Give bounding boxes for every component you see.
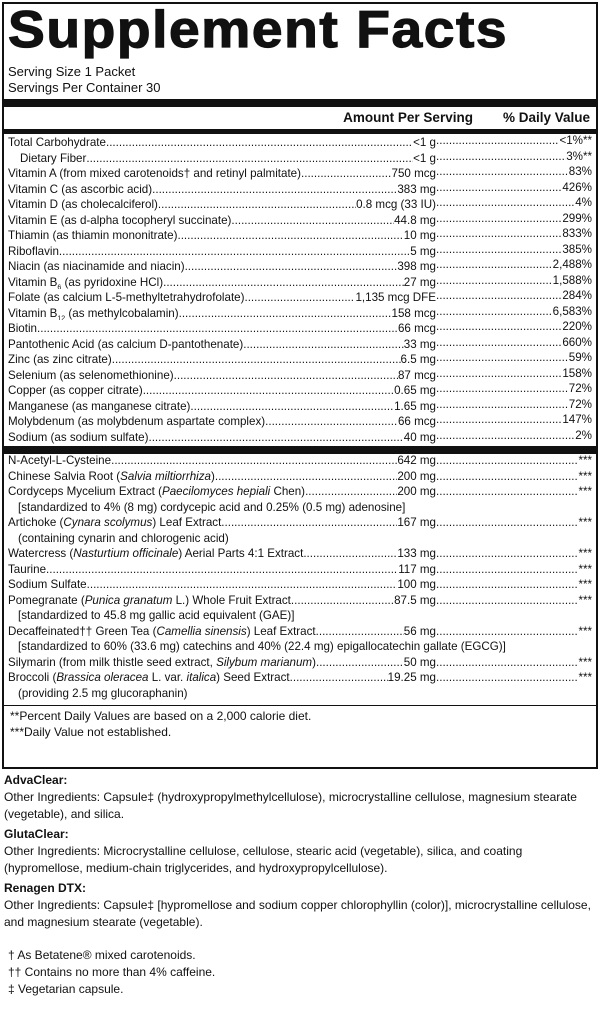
ingredient-row [8, 485, 592, 516]
leader-dots [87, 578, 398, 594]
ingredient-name: Watercress (Nasturtium officinale) Aerial Parts 4:1 Extract [8, 547, 304, 560]
nutrient-row [8, 398, 592, 414]
leader-dots [185, 260, 398, 273]
ingredient-row [8, 594, 592, 625]
leader-dots [436, 165, 569, 181]
symbol-note: † As Betatene® mixed carotenoids. [8, 948, 196, 962]
nutrient-dv: 147% [562, 413, 592, 426]
nutrient-row [8, 258, 592, 274]
divider-thick [4, 99, 596, 107]
ingredient-dv: *** [578, 469, 592, 483]
nutrient-row [8, 134, 592, 150]
nutrient-amount: 1.65 mg [394, 399, 436, 413]
nutrient-amount: 158 mcg [391, 306, 436, 320]
ingredient-name: Broccoli (Brassica oleracea L. var. italica) Seed Extract [8, 671, 290, 684]
servings-per-container: Servings Per Container 30 [8, 80, 161, 95]
nutrient-dv: 284% [562, 289, 592, 302]
nutrient-dv: 385% [562, 242, 592, 256]
nutrient-row [8, 227, 592, 243]
leader-dots [436, 516, 578, 532]
ingredient-name: Taurine [8, 562, 47, 576]
leader-dots [163, 276, 404, 289]
ingredient-amount: 19.25 mg [387, 671, 436, 684]
leader-dots [316, 656, 404, 672]
nutrient-name: Niacin (as niacinamide and niacin) [8, 260, 185, 274]
amount-header: Amount Per Serving [343, 110, 473, 126]
product-name: GlutaClear: [4, 827, 69, 841]
leader-dots [436, 382, 569, 398]
nutrient-dv: 4% [575, 196, 592, 209]
leader-dots [436, 289, 562, 305]
nutrient-amount: 0.8 mcg (33 IU) [356, 198, 436, 212]
ingredient-name: N-Acetyl-L-Cysteine [8, 454, 112, 467]
ingredient-amount: 56 mg [403, 624, 436, 638]
leader-dots [436, 470, 578, 486]
nutrient-name: Sodium (as sodium sulfate) [8, 430, 149, 444]
leader-dots [190, 400, 394, 413]
leader-dots [436, 150, 566, 166]
leader-dots [436, 351, 569, 367]
nutrient-amount: <1 g [413, 136, 436, 150]
nutrient-amount: 398 mg [397, 260, 436, 274]
symbol-note: ‡ Vegetarian capsule. [8, 982, 124, 996]
ingredient-amount: 133 mg [397, 547, 436, 560]
supplement-facts-panel [2, 2, 598, 769]
leader-dots [305, 485, 397, 501]
nutrient-row [8, 320, 592, 336]
nutrient-name: Vitamin E (as d-alpha tocopheryl succinate) [8, 213, 232, 227]
nutrient-amount: 66 mcg [397, 322, 436, 336]
panel-title: Supplement Facts [8, 1, 509, 59]
nutrient-dv: 2% [575, 428, 592, 442]
ingredient-dv: *** [578, 578, 592, 591]
leader-dots [436, 212, 562, 228]
ingredient-amount: 200 mg [397, 469, 436, 483]
nutrient-amount: 87 mcg [397, 368, 436, 382]
nutrient-name: Riboflavin [8, 244, 59, 258]
leader-dots [436, 196, 575, 212]
ingredient-name: Sodium Sulfate [8, 578, 87, 591]
ingredient-row [8, 578, 592, 594]
leader-dots [86, 152, 413, 165]
leader-dots [59, 245, 410, 258]
leader-dots [37, 322, 398, 335]
ingredient-name: Decaffeinated†† Green Tea (Camellia sinensis) Leaf Extract [8, 624, 316, 638]
nutrient-name: Selenium (as selenomethionine) [8, 368, 174, 382]
nutrient-name: Total Carbohydrate [8, 136, 106, 150]
footnote-not-established: ***Daily Value not established. [10, 725, 172, 739]
leader-dots [436, 429, 575, 445]
leader-dots [301, 167, 392, 180]
nutrient-name: Pantothenic Acid (as calcium D-pantothenate) [8, 337, 244, 351]
daily-value-header: % Daily Value [502, 110, 590, 126]
leader-dots [436, 134, 559, 150]
leader-dots [112, 353, 401, 366]
ingredient-name: Artichoke (Cynara scolymus) Leaf Extract [8, 516, 222, 529]
leader-dots [436, 656, 578, 672]
nutrient-row [8, 351, 592, 367]
footnotes [8, 706, 592, 740]
product-other-ingredients: Other Ingredients: Capsule‡ [hypromellose and sodium copper chlorophyllin (color)], microcrystalline cellulose, and magnesium stearate (vegetable). [4, 898, 591, 929]
nutrient-name: Molybdenum (as molybdenum aspartate complex) [8, 415, 266, 429]
product-block [4, 772, 598, 823]
ingredient-name: Chinese Salvia Root (Salvia miltiorrhiza) [8, 469, 215, 483]
product-ingredients [4, 772, 598, 998]
leader-dots [436, 485, 578, 501]
leader-dots [436, 398, 569, 414]
leader-dots [436, 578, 578, 594]
nutrient-dv: 660% [562, 335, 592, 349]
nutrient-dv: 299% [562, 211, 592, 225]
nutrient-amount: 44.8 mg [394, 213, 436, 227]
nutrient-row [8, 336, 592, 352]
leader-dots [215, 470, 397, 486]
leader-dots [148, 431, 403, 444]
leader-dots [436, 367, 562, 383]
leader-dots [231, 214, 394, 227]
leader-dots [221, 516, 397, 532]
nutrient-name: Vitamin $B_6$ (as pyridoxine HCl) [8, 275, 164, 289]
ingredient-amount: 642 mg [397, 454, 436, 467]
nutrient-amount: <1 g [413, 151, 436, 165]
product-block [4, 826, 598, 877]
leader-dots [436, 625, 578, 641]
ingredient-row [8, 656, 592, 672]
ingredient-dv: *** [578, 485, 592, 498]
product-other-ingredients: Other Ingredients: Capsule‡ (hydroxypropylmethylcellulose), microcrystalline cellulose, magnesium stearate (vegetable), and silica. [4, 790, 577, 821]
nutrient-row [8, 289, 592, 305]
nutrient-amount: 750 mcg [391, 167, 436, 181]
leader-dots [436, 243, 562, 259]
leader-dots [436, 258, 553, 274]
ingredient-name: Silymarin (from milk thistle seed extract, Silybum marianum) [8, 655, 316, 669]
leader-dots [143, 384, 394, 397]
ingredient-amount: 50 mg [403, 655, 436, 669]
nutrient-amount: 383 mg [397, 182, 436, 196]
nutrient-name: Vitamin $B_{12}$ (as methylcobalamin) [8, 306, 179, 320]
symbol-notes [4, 947, 598, 998]
ingredient-row [8, 470, 592, 486]
nutrient-dv: 1,588% [552, 273, 592, 287]
ingredient-amount: 87.5 mg [394, 593, 436, 607]
leader-dots [436, 413, 562, 429]
leader-dots [316, 625, 404, 641]
nutrient-row [8, 274, 592, 290]
leader-dots [436, 181, 562, 197]
column-header [8, 107, 592, 129]
ingredient-row [8, 547, 592, 563]
nutrient-dv: 72% [568, 397, 592, 411]
product-name: AdvaClear: [4, 773, 68, 787]
ingredient-dv: *** [578, 454, 592, 467]
nutrient-dv: 3%** [566, 149, 592, 163]
other-ingredients-list [8, 454, 592, 702]
nutrient-name: Biotin [8, 322, 38, 336]
leader-dots [436, 594, 578, 610]
nutrient-dv: 59% [568, 351, 592, 364]
ingredient-detail: [standardized to 60% (33.6 mg) catechins and 40% (22.4 mg) epigallocatechin gallate (EGCG)] [18, 640, 506, 653]
leader-dots [174, 369, 398, 382]
nutrient-row [8, 429, 592, 445]
ingredient-row [8, 625, 592, 656]
product-name: Renagen DTX: [4, 881, 87, 895]
ingredient-dv: *** [578, 562, 592, 576]
nutrient-row [8, 305, 592, 321]
ingredient-dv: *** [578, 516, 592, 529]
ingredient-dv: *** [578, 655, 592, 669]
nutrient-amount: 27 mg [403, 275, 436, 289]
leader-dots [436, 320, 562, 336]
ingredient-detail: (providing 2.5 mg glucoraphanin) [18, 686, 188, 700]
nutrient-dv: 426% [562, 180, 592, 194]
leader-dots [436, 547, 578, 563]
leader-dots [436, 336, 562, 352]
nutrient-name: Manganese (as manganese citrate) [8, 399, 191, 413]
ingredient-dv: *** [578, 624, 592, 638]
product-other-ingredients: Other Ingredients: Microcrystalline cellulose, cellulose, stearic acid (vegetable), silica, and coating (hypromellose, medium-chain triglycerides, and hydroxypropylcellulose). [4, 844, 523, 875]
nutrient-dv: 2,488% [552, 258, 592, 271]
ingredient-detail: (containing cynarin and chlorogenic acid) [18, 531, 229, 545]
nutrient-list [8, 134, 592, 444]
nutrient-name: Vitamin D (as cholecalciferol) [8, 198, 158, 212]
ingredient-dv: *** [578, 547, 592, 560]
symbol-note: †† Contains no more than 4% caffeine. [8, 965, 216, 979]
ingredient-row [8, 516, 592, 547]
nutrient-name: Thiamin (as thiamin mononitrate) [8, 229, 178, 243]
leader-dots [158, 198, 356, 211]
leader-dots [244, 291, 355, 304]
nutrient-row [8, 212, 592, 228]
nutrient-row [8, 243, 592, 259]
ingredient-amount: 100 mg [397, 578, 436, 591]
ingredient-amount: 117 mg [398, 562, 436, 576]
leader-dots [436, 671, 578, 687]
nutrient-name: Folate (as calcium L-5-methyltetrahydrofolate) [8, 291, 245, 305]
ingredient-dv: *** [578, 593, 592, 607]
nutrient-amount: 33 mg [403, 337, 436, 351]
leader-dots [436, 454, 578, 470]
leader-dots [291, 594, 394, 610]
nutrient-dv: 158% [562, 366, 592, 380]
nutrient-name: Vitamin C (as ascorbic acid) [8, 182, 153, 196]
nutrient-amount: 40 mg [403, 430, 436, 444]
product-block [4, 880, 598, 931]
nutrient-amount: 0.65 mg [394, 384, 436, 398]
leader-dots [111, 454, 397, 470]
ingredient-row [8, 454, 592, 470]
nutrient-row [8, 196, 592, 212]
footnote-dv: **Percent Daily Values are based on a 2,000 calorie diet. [10, 709, 312, 723]
ingredient-detail: [standardized to 4% (8 mg) cordycepic acid and 0.25% (0.5 mg) adenosine] [18, 500, 406, 514]
nutrient-row [8, 165, 592, 181]
nutrient-row [8, 413, 592, 429]
nutrient-row [8, 150, 592, 166]
ingredient-row [8, 671, 592, 702]
nutrient-name: Zinc (as zinc citrate) [8, 353, 112, 367]
nutrient-dv: <1%** [559, 134, 592, 147]
leader-dots [303, 547, 397, 563]
nutrient-dv: 833% [562, 227, 592, 240]
divider-thick [4, 446, 596, 454]
leader-dots [152, 183, 397, 196]
ingredient-row [8, 563, 592, 579]
nutrient-dv: 6,583% [552, 304, 592, 318]
leader-dots [177, 229, 403, 242]
nutrient-name: Vitamin A (from mixed carotenoids† and retinyl palmitate) [8, 167, 301, 181]
leader-dots [436, 227, 562, 243]
leader-dots [179, 307, 392, 320]
leader-dots [436, 563, 578, 579]
nutrient-row [8, 382, 592, 398]
ingredient-detail: [standardized to 45.8 mg gallic acid equivalent (GAE)] [18, 609, 295, 622]
leader-dots [436, 305, 553, 321]
ingredient-name: Pomegranate (Punica granatum L.) Whole Fruit Extract [8, 593, 291, 607]
leader-dots [436, 274, 553, 290]
nutrient-amount: 66 mcg [397, 415, 436, 429]
nutrient-amount: 6.5 mg [400, 353, 436, 367]
nutrient-dv: 72% [568, 382, 592, 395]
nutrient-amount: 1,135 mcg DFE [355, 291, 436, 305]
ingredient-amount: 167 mg [397, 516, 436, 529]
ingredient-dv: *** [578, 671, 592, 684]
leader-dots [46, 563, 398, 579]
nutrient-amount: 10 mg [403, 229, 436, 243]
nutrient-row [8, 367, 592, 383]
nutrient-dv: 220% [562, 320, 592, 333]
ingredient-name: Cordyceps Mycelium Extract (Paecilomyces hepiali Chen) [8, 485, 306, 498]
nutrient-name: Dietary Fiber [20, 151, 87, 165]
nutrient-amount: 5 mg [410, 244, 436, 258]
nutrient-dv: 83% [568, 165, 592, 178]
leader-dots [243, 338, 404, 351]
nutrient-name: Copper (as copper citrate) [8, 384, 143, 398]
leader-dots [106, 136, 413, 149]
leader-dots [290, 671, 388, 687]
ingredient-amount: 200 mg [397, 485, 436, 498]
leader-dots [265, 415, 398, 428]
nutrient-row [8, 181, 592, 197]
serving-size: Serving Size 1 Packet [8, 64, 136, 79]
